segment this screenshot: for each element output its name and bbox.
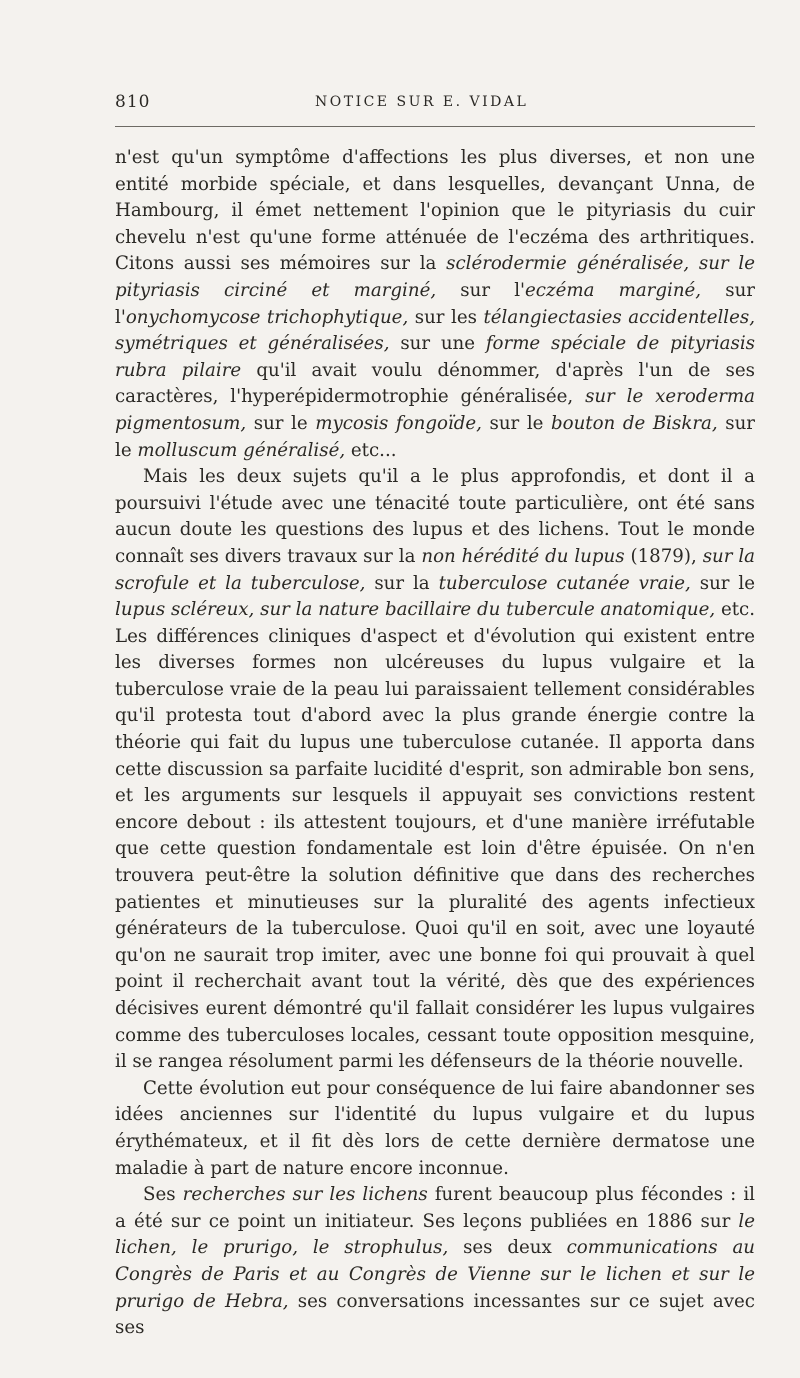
italic-text-run: recherches sur les lichens bbox=[182, 1184, 428, 1206]
text-run: sur une bbox=[389, 333, 486, 355]
italic-text-run: tuberculose cutanée vraie, bbox=[438, 572, 691, 594]
text-run: qu'il avait voulu dénommer, d'après l'un de ses caractères, l'hyperépidermotrophie généralisée, bbox=[115, 359, 755, 408]
italic-text-run: sur la scrofule et la tuberculose, bbox=[115, 545, 756, 594]
italic-text-run: non hérédité du lupus bbox=[421, 545, 625, 567]
italic-text-run: eczéma marginé, bbox=[525, 279, 702, 301]
italic-text-run: sur le xeroderma pigmentosum, bbox=[115, 386, 756, 434]
text-run: sur l' bbox=[115, 279, 756, 328]
text-run: (1879), bbox=[624, 545, 703, 567]
italic-text-run: communications au Congrès de Paris et au Congrès de Vienne sur le lichen et sur le prurigo de Hebra, bbox=[115, 1237, 755, 1312]
italic-text-run: télangiectasies accidentelles, symétriques et généralisées, bbox=[115, 306, 756, 355]
italic-text-run: molluscum généralisé, bbox=[137, 439, 346, 461]
running-title: NOTICE SUR E. VIDAL bbox=[315, 94, 529, 110]
text-run: etc... bbox=[345, 439, 397, 461]
text-run: sur le bbox=[481, 412, 551, 434]
paragraph bbox=[115, 1182, 755, 1342]
text-run: sur le bbox=[690, 572, 755, 594]
italic-text-run: sclérodermie généralisée, sur le pityriasis circiné et marginé, bbox=[115, 253, 755, 301]
text-run: Mais les deux sujets qu'il a le plus approfondis, et dont il a poursuivi l'étude avec une ténacité toute particulière, ont été sans aucun doute les questions des lupus et des lichens. Tout le monde connaît ses divers travaux sur la bbox=[115, 466, 755, 567]
text-run: sur le bbox=[246, 412, 316, 434]
italic-text-run: lupus scléreux, sur la nature bacillaire du tubercule anatomique, bbox=[115, 599, 716, 621]
text-run: Ses bbox=[143, 1184, 183, 1206]
header-rule bbox=[115, 126, 755, 127]
paragraph bbox=[115, 464, 755, 1076]
running-head bbox=[115, 92, 755, 116]
page-number: 810 bbox=[115, 92, 151, 112]
text-run: etc. Les différences cliniques d'aspect et d'évolution qui existent entre les diverses formes non ulcéreuses du lupus vulgaire et la tuberculose vraie de la peau lui paraissaient tellement considérables qu'il protesta tout d'abord avec la plus grande énergie contre la théorie qui fait du lupus une tuberculose cutanée. Il apporta dans cette discussion sa parfaite lucidité d'esprit, son admirable bon sens, et les arguments sur lesquels il appuyait ses convictions restent encore debout : ils attestent toujours, et d'une manière irréfutable que cette question fondamentale est loin d'être épuisée. On n'en trouvera peut-être la solution définitive que dans des recherches patientes et minutieuses sur la pluralité des agents infectieux générateurs de la tuberculose. Quoi qu'il en soit, avec une loyauté qu'on ne saurait trop imiter, avec une bonne foi qui prouvait à quel point il recherchait avant tout la vérité, dès que des expériences décisives eurent démontré qu'il fallait considérer les lupus vulgaires comme des tuberculoses locales, cessant toute opposition mesquine, il se rangea résolument parmi les défenseurs de la théorie nouvelle. bbox=[115, 599, 755, 1073]
paragraph bbox=[115, 145, 755, 464]
italic-text-run: forme spéciale de pityriasis rubra pilaire bbox=[115, 333, 755, 381]
text-run: ses deux bbox=[448, 1237, 567, 1259]
text-run: Cette évolution eut pour conséquence de lui faire abandonner ses idées anciennes sur l'identité du lupus vulgaire et du lupus érythémateux, et il fit dès lors de cette dernière dermatose une maladie à part de nature encore inconnue. bbox=[115, 1077, 755, 1179]
italic-text-run: mycosis fongoïde, bbox=[315, 412, 482, 434]
text-run: n'est qu'un symptôme d'affections les plus diverses, et non une entité morbide spéciale, et dans lesquelles, devançant Unna, de Hambourg, il émet nettement l'opinion que le pityriasis du cuir chevelu n'est qu'une forme atténuée de l'eczéma des arthritiques. Citons aussi ses mémoires sur la bbox=[115, 147, 755, 275]
text-run: furent beaucoup plus fécondes : il a été sur ce point un initiateur. Ses leçons publiées en 1886 sur bbox=[115, 1184, 755, 1232]
text-run: sur l' bbox=[436, 279, 526, 301]
italic-text-run: bouton de Biskra, bbox=[550, 412, 718, 434]
italic-text-run: le lichen, le prurigo, le strophulus, bbox=[115, 1210, 755, 1259]
text-run: sur la bbox=[365, 572, 439, 594]
text-run: ses conversations incessantes sur ce sujet avec ses bbox=[115, 1290, 755, 1339]
body-text bbox=[115, 145, 755, 1342]
paragraph bbox=[115, 1076, 755, 1182]
italic-text-run: onychomycose trichophytique, bbox=[125, 306, 409, 328]
text-run: sur les bbox=[408, 306, 484, 328]
text-run: sur le bbox=[115, 412, 755, 461]
